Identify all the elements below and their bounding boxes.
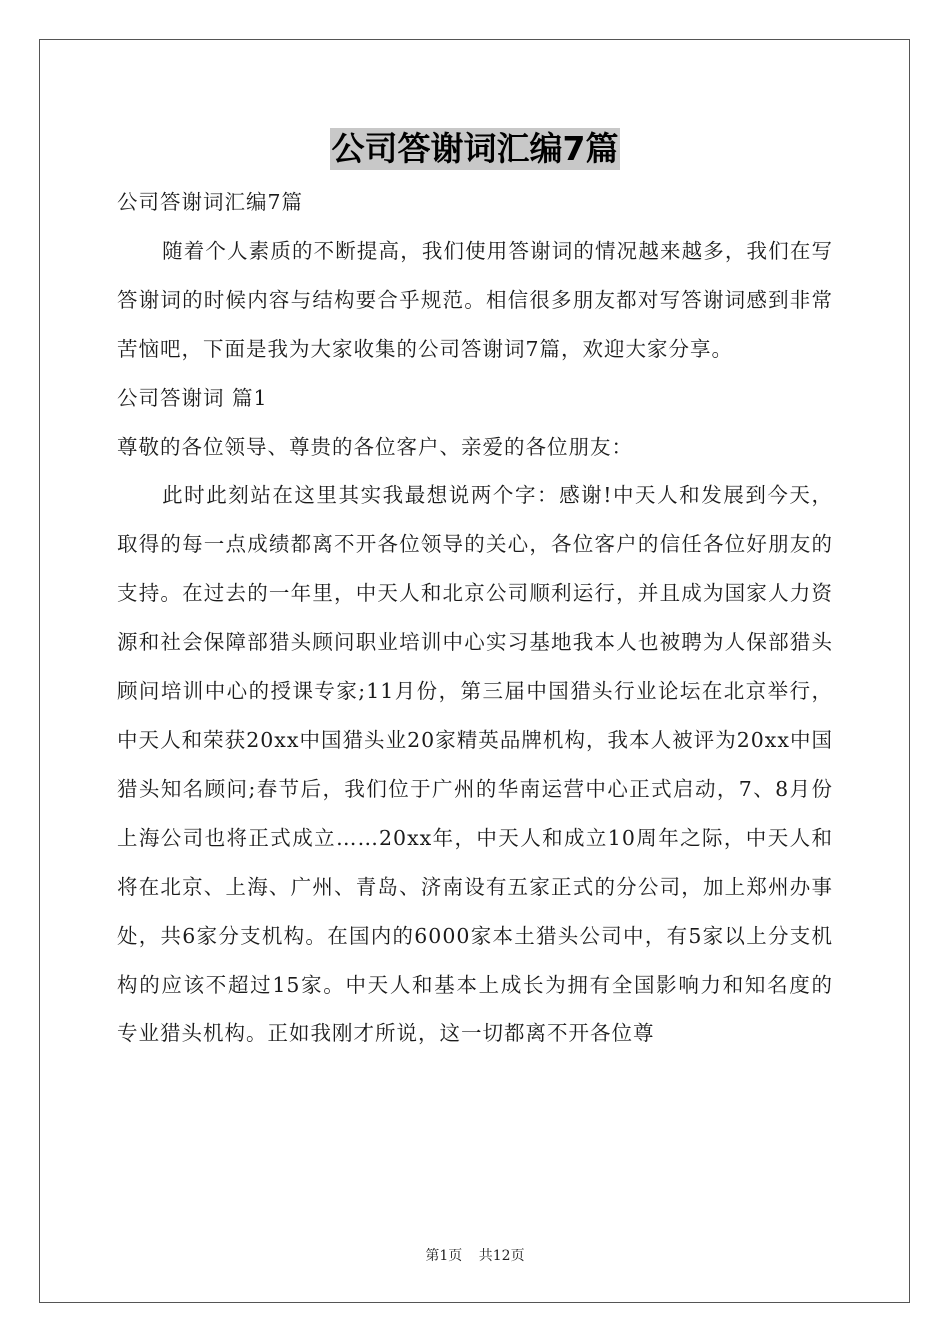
intro-paragraph: 随着个人素质的不断提高，我们使用答谢词的情况越来越多，我们在写答谢词的时候内容与结构要合乎规范。相信很多朋友都对写答谢词感到非常苦恼吧，下面是我为大家收集的公司答谢词7篇，欢迎大家分享。 xyxy=(117,238,833,361)
section-heading: 公司答谢词 篇1 xyxy=(117,385,268,410)
body-paragraph: 此时此刻站在这里其实我最想说两个字：感谢!中天人和发展到今天，取得的每一点成绩都离不开各位领导的关心，各位客户的信任各位好朋友的支持。在过去的一年里，中天人和北京公司顺利运行，并且成为国家人力资源和社会保障部猎头顾问职业培训中心实习基地我本人也被聘为人保部猎头顾问培训中心的授课专家;11月份，第三届中国猎头行业论坛在北京举行，中天人和荣获20xx中国猎头业20家精英品牌机构，我本人被评为20xx中国猎头知名顾问;春节后，我们位于广州的华南运营中心正式启动，7、8月份上海公司也将正式成立……20xx年，中天人和成立10周年之际，中天人和将在北京、上海、广州、青岛、济南设有五家正式的分公司，加上郑州办事处，共6家分支机构。在国内的6000家本土猎头公司中，有5家以上分支机构的应该不超过15家。中天人和基本上成长为拥有全国影响力和知名度的专业猎头机构。正如我刚才所说，这一切都离不开各位尊 xyxy=(117,483,833,1046)
document-body xyxy=(117,178,833,1058)
document-title: 公司答谢词汇编7篇 xyxy=(331,129,619,168)
document-subtitle: 公司答谢词汇编7篇 xyxy=(117,190,304,214)
page-total: 共12页 xyxy=(478,1248,525,1264)
salutation-line: 尊敬的各位领导、尊贵的各位客户、亲爱的各位朋友： xyxy=(117,434,633,459)
title-container xyxy=(0,128,950,170)
page-number: 第1页 xyxy=(425,1248,463,1264)
page-footer xyxy=(0,1245,950,1265)
